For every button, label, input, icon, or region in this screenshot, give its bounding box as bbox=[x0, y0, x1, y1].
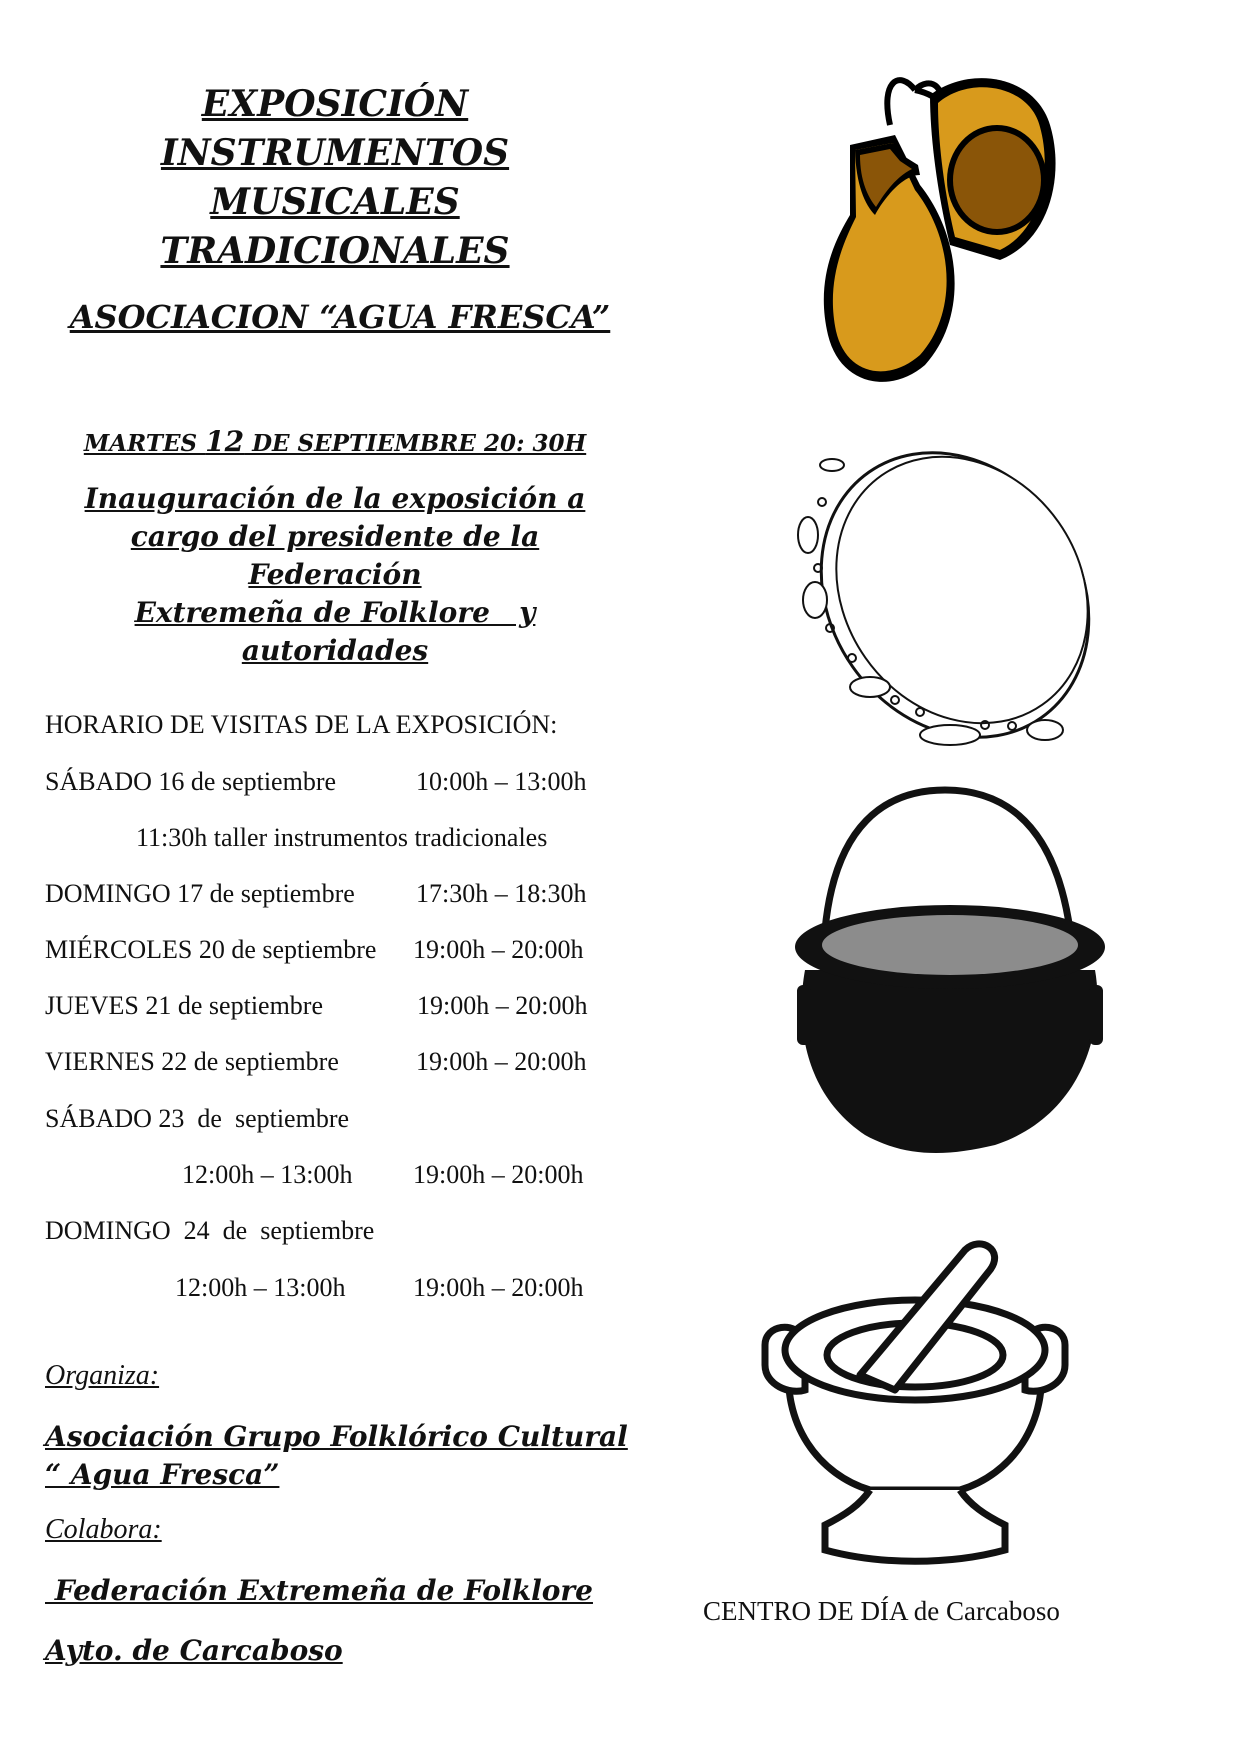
schedule-note: 11:30h taller instrumentos tradicionales bbox=[136, 823, 548, 852]
cauldron-icon bbox=[795, 785, 1105, 1155]
date-prefix: MARTES bbox=[83, 430, 206, 457]
schedule-day: JUEVES 21 de septiembre bbox=[45, 991, 324, 1020]
title-line: EXPOSICIÓN bbox=[201, 83, 469, 125]
schedule-time: 19:00h – 20:00h bbox=[413, 935, 584, 964]
organiza-label: Organiza: bbox=[45, 1360, 160, 1391]
inauguration-line: Extremeña de Folklore y bbox=[134, 596, 536, 629]
venue-caption: CENTRO DE DÍA de Carcaboso bbox=[703, 1596, 1060, 1626]
schedule-time: 19:00h – 20:00h bbox=[416, 1047, 587, 1076]
schedule-time: 17:30h – 18:30h bbox=[416, 879, 587, 908]
title-line: MUSICALES bbox=[210, 181, 460, 223]
title-line: INSTRUMENTOS bbox=[160, 132, 510, 174]
date-day: 12 bbox=[205, 425, 245, 458]
schedule-day: DOMINGO 24 de septiembre bbox=[45, 1216, 375, 1245]
exhibition-title bbox=[150, 80, 520, 276]
schedule-heading: HORARIO DE VISITAS DE LA EXPOSICIÓN: bbox=[45, 710, 558, 739]
schedule-time: 10:00h – 13:00h bbox=[416, 767, 587, 796]
association-name: ASOCIACION “AGUA FRESCA” bbox=[69, 298, 611, 336]
tambourine-icon bbox=[790, 450, 1100, 755]
inauguration-text bbox=[40, 480, 630, 670]
schedule-time: 19:00h – 20:00h bbox=[413, 1160, 584, 1189]
schedule-time: 19:00h – 20:00h bbox=[413, 1273, 584, 1302]
organiza-line: “ Agua Fresca” bbox=[45, 1458, 280, 1491]
event-date bbox=[60, 425, 610, 458]
schedule-day: VIERNES 22 de septiembre bbox=[45, 1047, 339, 1076]
colabora-federation: Federación Extremeña de Folklore bbox=[45, 1574, 593, 1607]
inauguration-line: autoridades bbox=[241, 634, 429, 667]
colabora-ayuntamiento: Ayto. de Carcaboso bbox=[45, 1634, 343, 1667]
organiza-line: Asociación Grupo Folklórico Cultural bbox=[45, 1420, 628, 1453]
mortar-pestle-icon bbox=[750, 1225, 1080, 1580]
organiza-name bbox=[45, 1418, 645, 1494]
schedule-time: 12:00h – 13:00h bbox=[175, 1273, 346, 1302]
inauguration-line: Inauguración de la exposición a bbox=[84, 482, 586, 515]
schedule-time: 12:00h – 13:00h bbox=[182, 1160, 353, 1189]
date-suffix: DE SEPTIEMBRE 20: 30H bbox=[244, 430, 587, 457]
schedule-time: 19:00h – 20:00h bbox=[417, 991, 588, 1020]
schedule-day: SÁBADO 16 de septiembre bbox=[45, 767, 337, 796]
schedule-day: DOMINGO 17 de septiembre bbox=[45, 879, 355, 908]
inauguration-line: cargo del presidente de la Federación bbox=[130, 520, 540, 591]
colabora-label: Colabora: bbox=[45, 1514, 162, 1545]
schedule-day: MIÉRCOLES 20 de septiembre bbox=[45, 935, 377, 964]
schedule-day: SÁBADO 23 de septiembre bbox=[45, 1104, 350, 1133]
castanets-icon bbox=[820, 65, 1080, 395]
title-line: TRADICIONALES bbox=[160, 230, 510, 272]
